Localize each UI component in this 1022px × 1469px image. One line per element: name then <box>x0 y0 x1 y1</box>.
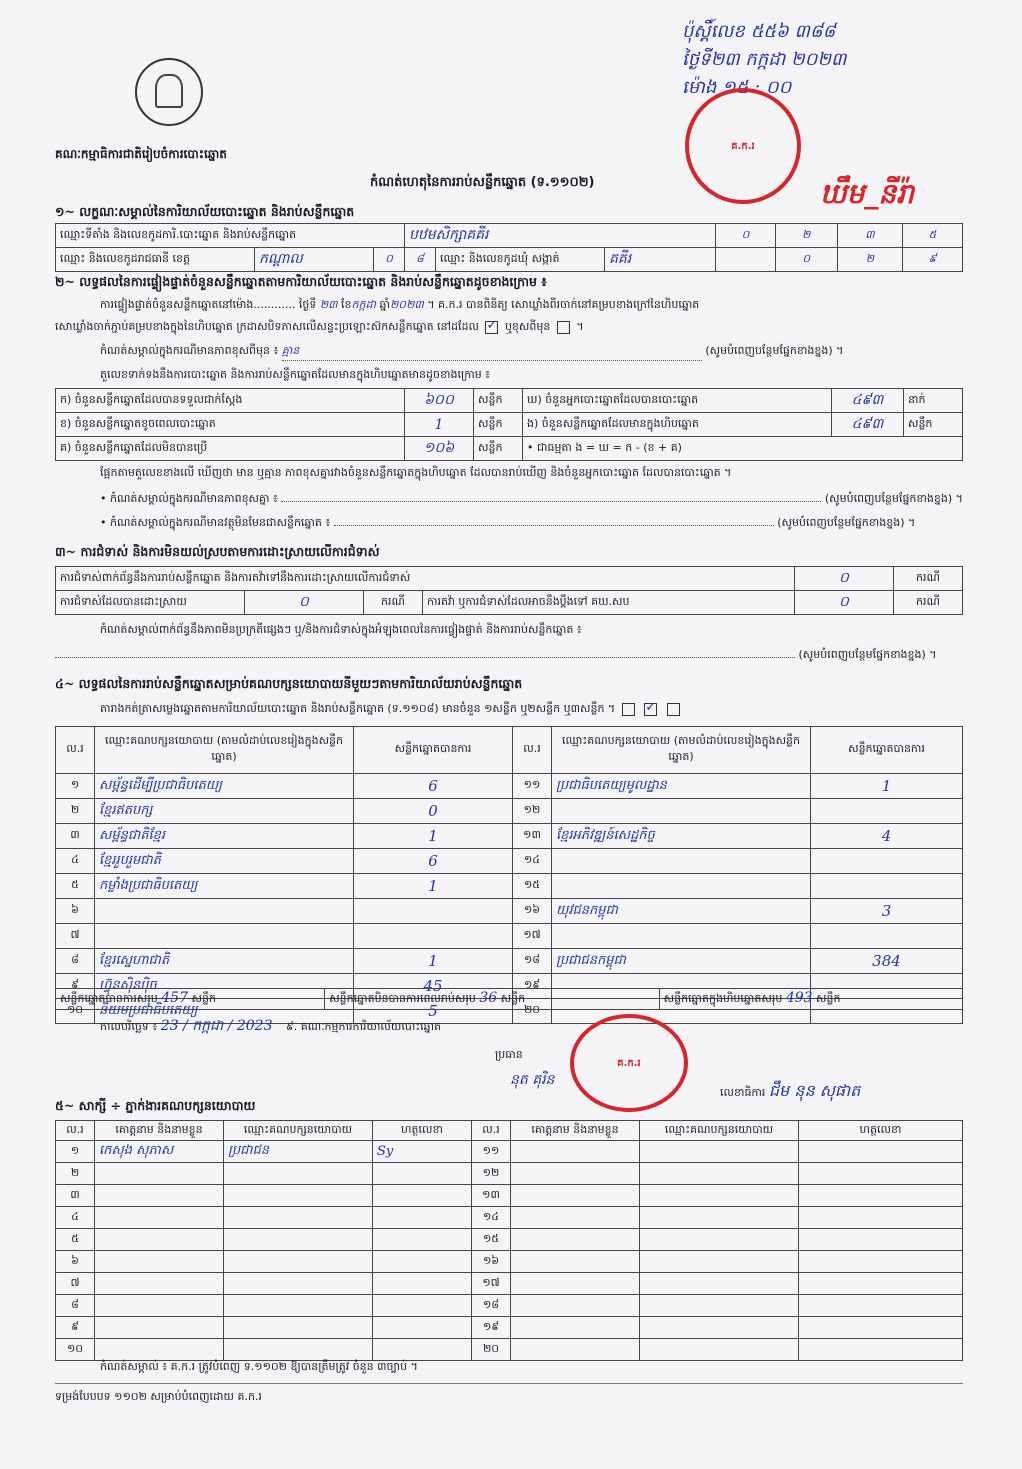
vote-count-left: 1 <box>354 949 513 974</box>
witness-party-right <box>640 1185 799 1207</box>
vote-no-left: ១០ <box>56 999 95 1024</box>
witness-sign-right <box>799 1229 963 1251</box>
corner-note-3: ម៉ោង ១៥ : ០០ <box>682 77 792 98</box>
official-stamp-bottom <box>570 1014 688 1112</box>
s2-day: ២៣ <box>319 298 338 311</box>
witness-no-right: ១១ <box>472 1141 511 1163</box>
s2-check-line: ផ្អែកតាមតួលេខខាងលើ ឃើញថា មាន ឬគ្មាន ភាពខុសគ្នារវាងចំនួនសន្លឹកឆ្នោតក្នុងហិបឆ្នោត ដែលបានរាប់ឃើញ និងចំនួនអ្នកបោះឆ្នោត ដែលបានបោះឆ្នោត ។ <box>100 466 732 479</box>
vt-h-no-left: ល.រ <box>56 727 95 774</box>
section2-title: ២~ លទ្ធផលនៃការផ្ទៀងផ្ទាត់ចំនួនសន្លឹកឆ្នោតតាមការិយាល័យបោះឆ្នោត និងរាប់សន្លឹកឆ្នោតដូចខាងក្រោម ៖ <box>55 274 547 289</box>
s2-a-unit: សន្លឹក <box>474 389 523 413</box>
vote-party-left: ខ្មែរស្នេហាជាតិ <box>95 949 354 974</box>
vote-party-left: សម្ព័ន្ធដើម្បីប្រជាធិបតេយ្យ <box>95 774 354 799</box>
witness-sign-left <box>373 1251 472 1273</box>
witness-no-right: ១៣ <box>472 1185 511 1207</box>
witness-name-left <box>95 1207 224 1229</box>
witness-sign-right <box>799 1295 963 1317</box>
witness-no-right: ១៥ <box>472 1229 511 1251</box>
vote-count-left: 6 <box>354 774 513 799</box>
footer-divider <box>55 1383 963 1384</box>
section3-title: ៣~ ការជំទាស់ និងការមិនយល់ស្របតាមការដោះស្រាយលើការជំទាស់ <box>55 544 380 559</box>
s4-date <box>100 1016 441 1037</box>
witness-no-right: ១២ <box>472 1163 511 1185</box>
witness-no-left: ៥ <box>56 1229 95 1251</box>
vote-no-left: ៧ <box>56 924 95 949</box>
witness-name-left <box>95 1229 224 1251</box>
secretary-signature: ជឹម នុន សុផាត <box>768 1081 861 1100</box>
vote-party-left: ខ្មែរឥតបក្ស <box>95 799 354 824</box>
s2-e-unit: សន្លឹក <box>903 413 962 437</box>
total-valid-cell <box>56 989 325 1010</box>
s2-bullet2-hint: (សូមបំពេញបន្ថែមផ្នែកខាងខ្នង) ។ <box>777 516 916 529</box>
table-row <box>56 1163 963 1185</box>
section5-title: ៥~ សាក្សី ÷ ភ្នាក់ងារគណបក្សនយោបាយ <box>55 1098 256 1113</box>
s3-r2-unit2: ករណី <box>894 591 963 615</box>
s1-r2-code2-2: ៩ <box>903 248 963 272</box>
witness-no-right: ២០ <box>472 1339 511 1361</box>
witness-name-right <box>511 1339 640 1361</box>
table-row <box>56 1141 963 1163</box>
witness-party-right <box>640 1207 799 1229</box>
wt-h-sign-left: ហត្ថលេខា <box>373 1121 472 1141</box>
wt-h-name-left: គោត្តនាម និងនាមខ្លួន <box>95 1121 224 1141</box>
vote-no-left: ៣ <box>56 824 95 849</box>
chair-signature: នុត គុរិន <box>510 1072 555 1088</box>
s2-line2-text: សោឃ្លាំងចាក់ភ្ជាប់គម្របខាងក្នុងនៃហិបឆ្នោត ក្រដាសបិទភាសលើសន្ទះប្រឡោះស៊កសន្លឹកឆ្នោត នៅដដែល <box>55 320 479 333</box>
s2-bullet2-text: • កំណត់សម្គាល់ក្នុងករណីមានវត្ថុមិនមែនជាសន្លឹកឆ្នោត ៖ <box>100 516 331 529</box>
witness-no-left: ៨ <box>56 1295 95 1317</box>
table-row <box>56 924 963 949</box>
s2-line2-or: ឬខុសពីមុន <box>504 320 551 333</box>
corner-note-2: ថ្ងៃទី២៣ កក្កដា ២០២៣ <box>682 49 847 70</box>
witness-name-right <box>511 1185 640 1207</box>
witness-no-left: ៣ <box>56 1185 95 1207</box>
witness-no-right: ១៦ <box>472 1251 511 1273</box>
witness-party-left <box>224 1207 373 1229</box>
vote-no-left: ២ <box>56 799 95 824</box>
witness-party-right <box>640 1339 799 1361</box>
vote-no-left: ១ <box>56 774 95 799</box>
s1-r1-code-2: ៣ <box>837 224 903 248</box>
witness-sign-left <box>373 1207 472 1229</box>
table-row <box>56 1273 963 1295</box>
s2-a-value: ៦០០ <box>405 389 474 413</box>
witness-party-right <box>640 1317 799 1339</box>
table-row <box>56 799 963 824</box>
witness-name-left <box>95 1295 224 1317</box>
two-sheet-checkbox[interactable] <box>644 703 657 716</box>
vote-no-right: ១៧ <box>513 924 552 949</box>
witness-party-right <box>640 1295 799 1317</box>
witness-sign-right <box>799 1207 963 1229</box>
witness-no-left: ១០ <box>56 1339 95 1361</box>
witness-party-left <box>224 1251 373 1273</box>
s2-e-label: ង) ចំនួនសន្លឹកឆ្នោតដែលមានក្នុងហិបឆ្នោត <box>523 413 832 437</box>
witness-sign-right <box>799 1339 963 1361</box>
s2-a-label: ក) ចំនួនសន្លឹកឆ្នោតដែលបានទទួលជាក់ស្តែង <box>56 389 405 413</box>
witness-no-left: ៩ <box>56 1317 95 1339</box>
witness-no-right: ១៧ <box>472 1273 511 1295</box>
table-row <box>56 1207 963 1229</box>
s3-r2-label: ការជំទាស់ដែលបានដោះស្រាយ <box>56 591 245 615</box>
witness-party-right <box>640 1251 799 1273</box>
s2-c-value: ១០៦ <box>405 437 474 461</box>
total-box-label: សន្លឹកឆ្នោតក្នុងហិបឆ្នោតសរុប <box>663 992 783 1005</box>
s3-r2-label2: ការតវ៉ា ឬការជំទាស់ដែលអាចនឹងប្តឹងទៅ គឃ.សប <box>423 591 795 615</box>
wt-h-sign-right: ហត្ថលេខា <box>799 1121 963 1141</box>
s2-line1-text: ការផ្ទៀងផ្ទាត់ចំនួនសន្លឹកឆ្នោតនៅម៉ោង............ ថ្ងៃទី <box>100 298 317 311</box>
votes-body <box>56 774 963 1024</box>
vt-h-no-right: ល.រ <box>513 727 552 774</box>
total-box: 493 <box>785 990 813 1006</box>
s1-r2-code-1: ៨ <box>405 248 436 272</box>
vt-h-party-right: ឈ្មោះគណបក្សនយោបាយ (តាមលំដាប់លេខរៀងក្នុងសន្លឹកឆ្នោត) <box>552 727 811 774</box>
witness-name-left <box>95 1339 224 1361</box>
s2-note-value: គ្មាន <box>282 344 702 361</box>
vote-party-left <box>95 924 354 949</box>
witness-body <box>56 1141 963 1361</box>
table-row <box>56 949 963 974</box>
s2-line1-tail: ។ គ.ក.រ បានពិនិត្យ សោឃ្លាំងពីរចាក់នៅគម្របខាងក្រៅនៃហិបឆ្នោត <box>427 298 700 311</box>
vote-party-right <box>552 799 811 824</box>
s2-bullet1-text: • កំណត់សម្គាល់ក្នុងករណីមានភាពខុសគ្នា ៖ <box>100 492 278 505</box>
wt-h-name-right: គោត្តនាម និងនាមខ្លួន <box>511 1121 640 1141</box>
witness-party-left <box>224 1339 373 1361</box>
table-row <box>56 1339 963 1361</box>
form-page <box>30 18 992 1448</box>
one-sheet-checkbox[interactable] <box>622 703 635 716</box>
witness-name-left <box>95 1273 224 1295</box>
witness-name-right <box>511 1163 640 1185</box>
s2-month-prefix: ខែ <box>341 298 352 311</box>
vote-no-right: ១៣ <box>513 824 552 849</box>
witness-sign-left <box>373 1163 472 1185</box>
witness-sign-right <box>799 1163 963 1185</box>
nec-emblem-icon <box>135 58 203 126</box>
s1-r1-code-1: ២ <box>775 224 837 248</box>
s2-month: កក្កដា <box>351 298 376 311</box>
table-row <box>56 1251 963 1273</box>
vote-no-right: ១៩ <box>513 974 552 999</box>
witness-party-left <box>224 1295 373 1317</box>
s1-r2-code2-0: ០ <box>775 248 837 272</box>
witness-no-left: ១ <box>56 1141 95 1163</box>
vote-count-right <box>811 874 963 899</box>
vote-count-right <box>811 849 963 874</box>
vote-no-right: ១២ <box>513 799 552 824</box>
vote-count-right: 3 <box>811 899 963 924</box>
same-checkbox[interactable] <box>485 321 498 334</box>
vote-count-left: 45 <box>354 974 513 999</box>
vote-party-right: ប្រជាជនកម្ពុជា <box>552 949 811 974</box>
s4-committee: ៩. គណៈកម្មការការិយាល័យបោះឆ្នោត <box>286 1020 442 1033</box>
vote-count-left <box>354 899 513 924</box>
total-box-cell <box>659 989 962 1010</box>
s2-b-value: 1 <box>405 413 474 437</box>
wt-h-party-right: ឈ្មោះគណបក្សនយោបាយ <box>640 1121 799 1141</box>
vote-count-left: 1 <box>354 824 513 849</box>
vote-no-left: ៦ <box>56 899 95 924</box>
witness-no-left: ៤ <box>56 1207 95 1229</box>
s1-r2-blank <box>716 248 776 272</box>
s1-r2-label2: ឈ្មោះ និងលេខកូដឃុំ សង្កាត់ <box>436 248 605 272</box>
s2-intro: តួលេខទាក់ទងនឹងការបោះឆ្នោត និងការរាប់សន្លឹកឆ្នោតដែលមានក្នុងហិបឆ្នោតមានដូចខាងក្រោម ៖ <box>100 368 491 381</box>
witness-name-right <box>511 1273 640 1295</box>
vote-no-left: ៨ <box>56 949 95 974</box>
wt-h-party-left: ឈ្មោះគណបក្សនយោបាយ <box>224 1121 373 1141</box>
witness-sign-right <box>799 1273 963 1295</box>
s3-r1-value: ០ <box>795 567 894 591</box>
witness-party-right <box>640 1273 799 1295</box>
total-valid-unit: សន្លឹក <box>191 992 216 1005</box>
stamp-text-bottom: គ.ក.រ <box>617 1057 641 1069</box>
table-row <box>56 899 963 924</box>
vote-no-right: ២០ <box>513 999 552 1024</box>
s4-date-prefix: កាលបរិច្ឆេទ ៖ <box>100 1020 158 1033</box>
s3-note-input[interactable] <box>55 657 795 658</box>
secretary-line <box>720 1080 860 1104</box>
form-title: កំណត់ហេតុនៃការរាប់សន្លឹកឆ្នោត (ទ.១១០២) <box>370 175 595 190</box>
s2-figures-table <box>55 388 963 461</box>
table-row <box>56 824 963 849</box>
witness-party-right <box>640 1163 799 1185</box>
total-valid-label: សន្លឹកឆ្នោតបានការសរុប <box>60 992 158 1005</box>
section1-title: ១~ លក្ខណៈសម្គាល់នៃការិយាល័យបោះឆ្នោត និងរាប់សន្លឹកឆ្នោត <box>55 204 355 219</box>
s2-note <box>100 344 843 361</box>
witness-sign-left <box>373 1229 472 1251</box>
s2-bullet1-field[interactable] <box>281 501 821 502</box>
s1-r2-label: ឈ្មោះ និងលេខកូដរាជធានី ខេត្ត <box>56 248 255 272</box>
vt-h-votes-right: សន្លឹកឆ្នោតបានការ <box>811 727 963 774</box>
s1-r1-value: បឋមសិក្សាគគីរ <box>405 224 716 248</box>
stamp-label: ឃឹម_នីរ៉ា <box>820 177 914 210</box>
s2-bullet1 <box>100 492 963 508</box>
witness-party-left <box>224 1273 373 1295</box>
s3-r2-unit: ករណី <box>364 591 423 615</box>
witness-sign-left <box>373 1185 472 1207</box>
vote-party-left: ខ្មែររួបរួមជាតិ <box>95 849 354 874</box>
s3-note: កំណត់សម្គាល់ពាក់ព័ន្ធនឹងភាពមិនប្រក្រតីផ្សេងៗ ឬ/និងការជំទាស់ក្នុងអំឡុងពេលនៃការផ្ទៀងផ្ទាត់ និងការរាប់សន្លឹកឆ្នោត ៖ <box>100 623 582 636</box>
witness-party-left <box>224 1317 373 1339</box>
different-checkbox[interactable] <box>557 321 570 334</box>
vote-party-right: ខ្មែរអភិវឌ្ឍន៍សេដ្ឋកិច្ច <box>552 824 811 849</box>
vote-no-right: ១៨ <box>513 949 552 974</box>
s4-date-value: 23 / កក្កដា / 2023 <box>160 1018 273 1034</box>
s2-c-label: គ) ចំនួនសន្លឹកឆ្នោតដែលមិនបានប្រើ <box>56 437 405 461</box>
vote-no-right: ១៦ <box>513 899 552 924</box>
total-box-unit: សន្លឹក <box>816 992 841 1005</box>
vote-party-left: ហ៊្វុនស៊ិនប៉ិច <box>95 974 354 999</box>
witness-no-right: ១៨ <box>472 1295 511 1317</box>
total-invalid-cell <box>325 989 659 1010</box>
vt-h-party-left: ឈ្មោះគណបក្សនយោបាយ (តាមលំដាប់លេខរៀងក្នុងសន្លឹកឆ្នោត) <box>95 727 354 774</box>
s2-e-value: ៤៩៣ <box>832 413 904 437</box>
s2-c-unit: សន្លឹក <box>474 437 523 461</box>
witness-party-right <box>640 1141 799 1163</box>
vote-party-left: កម្លាំងប្រជាធិបតេយ្យ <box>95 874 354 899</box>
stamp-text: គ.ក.រ <box>731 140 755 152</box>
s4-intro-text: តារាងកត់ត្រាសម្លេងឆ្នោតតាមការិយាល័យបោះឆ្នោត និងរាប់សន្លឹកឆ្នោត (ទ.១១០៨) មានចំនួន ១សន្លឹក ឬ២សន្លឹក ឬ៣សន្លឹក ។ <box>100 702 616 715</box>
vote-no-right: ១៤ <box>513 849 552 874</box>
s1-r1-code-0: ០ <box>716 224 776 248</box>
s2-formula: • ជាធម្មតា ង = ឃ = ក - (ខ + គ) <box>523 437 963 461</box>
vote-no-left: ៩ <box>56 974 95 999</box>
witness-name-right <box>511 1207 640 1229</box>
witness-sign-left <box>373 1339 472 1361</box>
s3-r2-value2: ០ <box>795 591 894 615</box>
s2-bullet1-hint: (សូមបំពេញបន្ថែមផ្នែកខាងខ្នង) ។ <box>824 492 963 505</box>
total-invalid: 36 <box>479 990 498 1006</box>
s2-bullet2-field[interactable] <box>334 525 774 526</box>
witness-party-left <box>224 1229 373 1251</box>
section1-table <box>55 223 963 272</box>
s2-d-label: ឃ) ចំនួនអ្នកបោះឆ្នោតដែលបានបោះឆ្នោត <box>523 389 832 413</box>
vote-no-right: ១១ <box>513 774 552 799</box>
vote-count-left: 1 <box>354 874 513 899</box>
table-row <box>56 1295 963 1317</box>
s1-r1-label: ឈ្មោះទីតាំង និងលេខកូដការិ.បោះឆ្នោត និងរាប់សន្លឹកឆ្នោត <box>56 224 405 248</box>
total-invalid-unit: សន្លឹក <box>500 992 526 1005</box>
witness-sign-left <box>373 1295 472 1317</box>
witness-name-left <box>95 1185 224 1207</box>
s2-d-unit: នាក់ <box>903 389 962 413</box>
vote-no-left: ៥ <box>56 874 95 899</box>
wt-h-no-right: ល.រ <box>472 1121 511 1141</box>
witness-sign-left <box>373 1317 472 1339</box>
s3-note-field <box>55 648 937 664</box>
vote-party-right <box>552 874 811 899</box>
table-row <box>56 874 963 899</box>
s1-r1-code-3: ៥ <box>903 224 963 248</box>
table-row <box>56 1185 963 1207</box>
table-row <box>56 774 963 799</box>
vote-count-left <box>354 924 513 949</box>
vote-party-right: ប្រជាធិបតេយ្យមូលដ្ឋាន <box>552 774 811 799</box>
total-valid: 457 <box>161 990 188 1006</box>
vote-no-left: ៤ <box>56 849 95 874</box>
witness-no-left: ៦ <box>56 1251 95 1273</box>
s2-b-label: ខ) ចំនួនសន្លឹកឆ្នោតខូចពេលបោះឆ្នោត <box>56 413 405 437</box>
witness-name-left <box>95 1163 224 1185</box>
s1-r2-value2: គគីរ <box>605 248 716 272</box>
table-row <box>56 849 963 874</box>
s3-r1-unit: ករណី <box>894 567 963 591</box>
s2-d-value: ៤៩៣ <box>832 389 904 413</box>
vt-h-votes-left: សន្លឹកឆ្នោតបានការ <box>354 727 513 774</box>
s4-intro <box>100 702 683 718</box>
witness-party-left <box>224 1163 373 1185</box>
s3-note-hint: (សូមបំពេញបន្ថែមផ្នែកខាងខ្នង) ។ <box>798 648 937 661</box>
witness-sign-right <box>799 1251 963 1273</box>
table-row <box>56 1229 963 1251</box>
witness-name-left: កេសុង សុភាស <box>95 1141 224 1163</box>
vote-party-left: សម្ព័ន្ធជាតិខ្មែរ <box>95 824 354 849</box>
witness-party-left: ប្រជាជន <box>224 1141 373 1163</box>
s3-r1-label: ការជំទាស់ពាក់ព័ន្ធនឹងការរាប់សន្លឹកឆ្នោត និងការតវ៉ាទៅនឹងការដោះស្រាយលើការជំទាស់ <box>56 567 795 591</box>
witness-no-left: ២ <box>56 1163 95 1185</box>
s2-year: ២០២៣ <box>389 298 424 311</box>
s2-year-prefix: ឆ្នាំ <box>379 298 390 311</box>
s5-footnote: កំណត់សម្គាល់ ៖ គ.ក.រ ត្រូវបំពេញ ទ.១១០២ ឱ្យបានត្រឹមត្រូវ ចំនួន ៣ច្បាប់ ។ <box>100 1360 418 1373</box>
s2-note-hint: (សូមបំពេញបន្ថែមផ្នែកខាងខ្នង) ។ <box>705 344 844 357</box>
witness-table <box>55 1120 963 1361</box>
vote-count-right: 1 <box>811 774 963 799</box>
witness-name-right <box>511 1317 640 1339</box>
s2-note-label: កំណត់សម្គាល់ក្នុងករណីមានភាពខុសពីមុន ៖ <box>100 344 279 357</box>
vote-count-right: 4 <box>811 824 963 849</box>
official-stamp-top <box>685 88 801 204</box>
total-invalid-label: សន្លឹកឆ្នោតមិនបានការពេលរាប់សរុប <box>329 992 476 1005</box>
corner-handwritten-note <box>682 18 972 102</box>
wt-h-no-left: ល.រ <box>56 1121 95 1141</box>
witness-sign-right <box>799 1141 963 1163</box>
vote-party-left <box>95 899 354 924</box>
s1-r2-value: កណ្តាល <box>255 248 374 272</box>
section4-title: ៤~ លទ្ធផលនៃការរាប់សន្លឹកឆ្នោតសម្រាប់គណបក្សនយោបាយនីមួយៗតាមការិយាល័យរាប់សន្លឹកឆ្នោត <box>55 676 523 691</box>
s2-line2: សោឃ្លាំងចាក់ភ្ជាប់គម្របខាងក្នុងនៃហិបឆ្នោត ក្រដាសបិទភាសលើសន្ទះប្រឡោះស៊កសន្លឹកឆ្នោត នៅដដែល ✓ ឬខុសពីមុន ។ <box>55 320 584 336</box>
org-name: គណៈកម្មាធិការជាតិរៀបចំការបោះឆ្នោត <box>55 147 227 161</box>
witness-sign-right <box>799 1317 963 1339</box>
table-row <box>56 1317 963 1339</box>
witness-sign-left: Sy <box>373 1141 472 1163</box>
s2-line1 <box>100 298 699 314</box>
vote-count-right: 384 <box>811 949 963 974</box>
witness-no-right: ១៤ <box>472 1207 511 1229</box>
s1-r2-code2-1: ២ <box>837 248 903 272</box>
s3-r2-value: ០ <box>245 591 364 615</box>
vote-count-left: 6 <box>354 849 513 874</box>
witness-party-right <box>640 1229 799 1251</box>
vote-count-left: 5 <box>354 999 513 1024</box>
witness-name-left <box>95 1317 224 1339</box>
witness-no-right: ១៩ <box>472 1317 511 1339</box>
chair-label: ប្រធាន <box>495 1048 523 1061</box>
vote-party-left: និយមប្រជាធិបតេយ្យ <box>95 999 354 1024</box>
section3-table <box>55 566 963 615</box>
witness-name-left <box>95 1251 224 1273</box>
witness-name-right <box>511 1229 640 1251</box>
three-sheet-checkbox[interactable] <box>667 703 680 716</box>
vote-party-right: យុវជនកម្ពុជា <box>552 899 811 924</box>
vote-count-right <box>811 799 963 824</box>
witness-sign-right <box>799 1185 963 1207</box>
witness-name-right <box>511 1295 640 1317</box>
votes-table <box>55 726 963 1024</box>
vote-party-right <box>552 849 811 874</box>
s1-r2-code-0: ០ <box>374 248 405 272</box>
vote-totals <box>55 988 963 1010</box>
vote-count-right <box>811 924 963 949</box>
corner-note-1: ប៉ុស្តិ៍លេខ ៥៥៦ ៣៨៨ <box>682 21 836 42</box>
s5-footer: ទម្រង់បែបបទ ១១០២ សម្រាប់បំពេញដោយ គ.ក.រ <box>55 1390 262 1403</box>
s2-bullet2 <box>100 516 915 532</box>
vote-no-right: ១៥ <box>513 874 552 899</box>
witness-sign-left <box>373 1273 472 1295</box>
witness-name-right <box>511 1251 640 1273</box>
vote-party-right <box>552 924 811 949</box>
s2-b-unit: សន្លឹក <box>474 413 523 437</box>
secretary-label: លេខាធិការ <box>720 1086 766 1099</box>
vote-count-left: 0 <box>354 799 513 824</box>
witness-name-right <box>511 1141 640 1163</box>
witness-party-left <box>224 1185 373 1207</box>
witness-no-left: ៧ <box>56 1273 95 1295</box>
